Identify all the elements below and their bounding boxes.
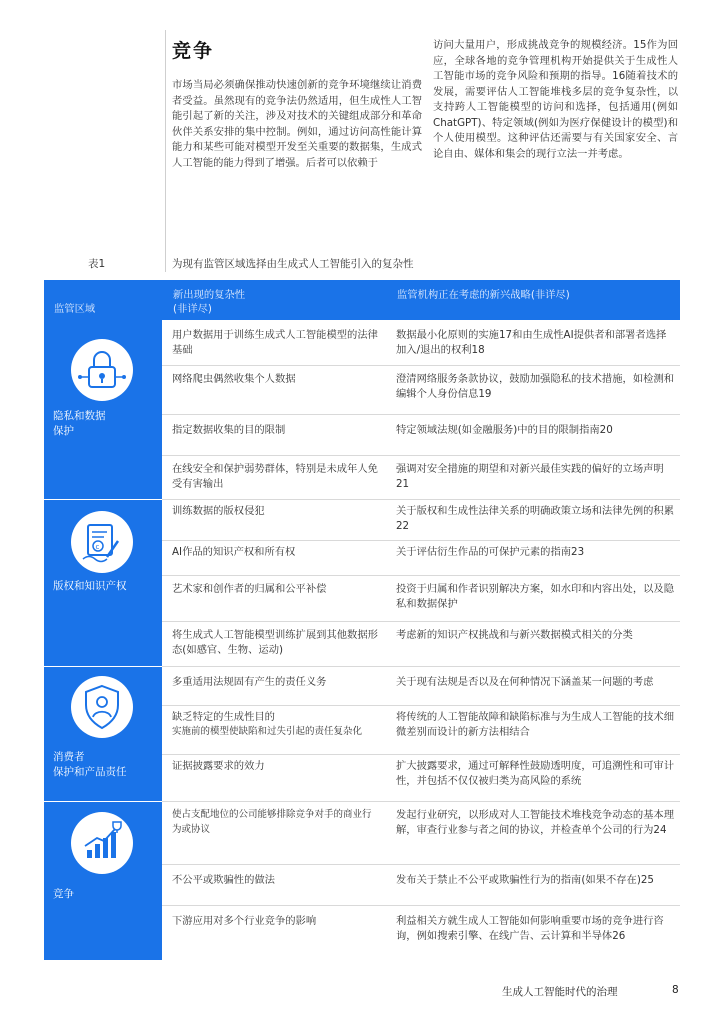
footer-title: 生成人工智能时代的治理 xyxy=(502,986,618,998)
cell-strategy: 将传统的人工智能故障和缺陷标准与为生成人工智能的技术细微差别而设计的新方法相结合 xyxy=(396,711,675,738)
svg-text:c: c xyxy=(95,543,100,551)
competition-chart-icon xyxy=(71,812,133,874)
cell-strategy: 考虑新的知识产权挑战和与新兴数据模式相关的分类 xyxy=(396,629,633,641)
section-body-right: 访问大量用户，形成挑战竞争的规模经济。15作为回应，全球各地的竞争管理机构开始提供关于生成性人工智能市场的竞争风险和预期的指导。16随着技术的发展，需要评估人工智能堆栈多层的竞争复杂性，以支持跨人工智能模型的访问和选择，包括通用(例如ChatGPT)、特定领域(例如为医疗保健设计的模型)和个人使用模型。这种评估还需要与有关国家安全、言论自由、媒体和集会的现行立法一并考虑。 xyxy=(433,39,678,160)
table-row xyxy=(162,456,680,499)
cell-strategy: 澄清网络服务条款协议，鼓励加强隐私的技术措施，如检测和编辑个人身份信息19 xyxy=(396,373,675,400)
table-row xyxy=(162,755,680,801)
table-row xyxy=(162,802,680,864)
group-label-consumer xyxy=(53,750,127,780)
table-row xyxy=(162,366,680,414)
table-row xyxy=(162,320,680,365)
table-row xyxy=(162,865,680,905)
cell-complexity: 证据披露要求的效力 xyxy=(172,760,265,772)
cell-complexity: 艺术家和创作者的归属和公平补偿 xyxy=(172,583,327,595)
section-divider-line xyxy=(165,30,166,272)
group-band-privacy xyxy=(44,320,162,499)
cell-complexity xyxy=(172,710,380,739)
cell-strategy: 发布关于禁止不公平或欺骗性行为的指南(如果不存在)25 xyxy=(396,874,654,886)
cell-strategy: 特定领域法规(如金融服务)中的目的限制指南20 xyxy=(396,424,613,436)
table-label: 表1 xyxy=(88,258,106,270)
group-band-competition xyxy=(44,802,162,960)
page-number: 8 xyxy=(672,984,679,996)
group-label-consumer-line1: 消费者 xyxy=(53,751,85,763)
cell-complexity: 将生成式人工智能模型训练扩展到其他数据形态(如感官、生物、运动) xyxy=(172,629,378,656)
cell-complexity: 用户数据用于训练生成式人工智能模型的法律基础 xyxy=(172,329,378,356)
cell-strategy: 投资于归属和作者识别解决方案，如水印和内容出处，以及隐私和数据保护 xyxy=(396,583,675,610)
cell-complexity: 指定数据收集的目的限制 xyxy=(172,424,286,436)
table-row xyxy=(162,576,680,621)
table-header xyxy=(44,280,680,320)
cell-complexity: 训练数据的版权侵犯 xyxy=(172,505,265,517)
cell-complexity: 不公平或欺骗性的做法 xyxy=(172,874,275,886)
section-heading: 竞争 xyxy=(172,40,215,62)
cell-complexity: 下游应用对多个行业竞争的影响 xyxy=(172,915,317,927)
table-row xyxy=(162,667,680,705)
cell-strategy: 数据最小化原则的实施17和由生成性AI提供者和部署者选择加入/退出的权利18 xyxy=(396,329,667,356)
table-caption: 为现有监管区域选择由生成式人工智能引入的复杂性 xyxy=(172,258,414,270)
group-label-privacy-line2: 保护 xyxy=(53,425,74,437)
group-label-consumer-line2: 保护和产品责任 xyxy=(53,766,127,778)
header-region: 监管区域 xyxy=(54,303,96,315)
cell-complexity: 使占支配地位的公司能够排除竞争对手的商业行为或协议 xyxy=(172,809,372,835)
table-row xyxy=(162,622,680,666)
header-complexity xyxy=(173,288,373,316)
group-label-privacy xyxy=(53,409,106,439)
cell-complexity-line1: 缺乏特定的生成性目的 xyxy=(172,711,275,723)
cell-complexity-line2: 实施前的模型使缺陷和过失引起的责任复杂化 xyxy=(172,725,363,737)
cell-complexity: 网络爬虫偶然收集个人数据 xyxy=(172,373,296,385)
group-band-consumer xyxy=(44,667,162,801)
header-complexity-line1: 新出现的复杂性 xyxy=(173,289,246,301)
table-row xyxy=(162,906,680,960)
group-label-privacy-line1: 隐私和数据 xyxy=(53,410,106,422)
header-strategy: 监管机构正在考虑的新兴战略(非详尽) xyxy=(397,289,570,301)
cell-complexity: 在线安全和保护弱势群体，特别是未成年人免受有害输出 xyxy=(172,463,378,490)
cell-strategy: 强调对安全措施的期望和对新兴最佳实践的偏好的立场声明21 xyxy=(396,463,664,490)
cell-strategy: 关于评估衍生作品的可保护元素的指南23 xyxy=(396,546,585,558)
cell-strategy: 扩大披露要求，通过可解释性鼓励透明度，可追溯性和可审计性，并包括不仅仅被归类为高风险的系统 xyxy=(396,760,675,787)
cell-strategy: 发起行业研究，以形成对人工智能技术堆栈竞争动态的基本理解，审查行业参与者之间的协议，并检查单个公司的行为24 xyxy=(396,809,675,836)
group-band-copyright xyxy=(44,500,162,666)
table-row xyxy=(162,541,680,575)
table-row xyxy=(162,500,680,540)
copyright-document-icon xyxy=(71,511,133,573)
privacy-lock-icon xyxy=(71,339,133,401)
consumer-shield-icon xyxy=(71,676,133,738)
cell-complexity: 多重适用法规固有产生的责任义务 xyxy=(172,676,327,688)
cell-strategy: 关于版权和生成性法律关系的明确政策立场和法律先例的积累22 xyxy=(396,505,675,532)
group-label-competition: 竞争 xyxy=(53,888,74,900)
cell-strategy: 关于现有法规是否以及在何种情况下涵盖某一问题的考虑 xyxy=(396,676,654,688)
cell-complexity: AI作品的知识产权和所有权 xyxy=(172,546,296,558)
table-row xyxy=(162,415,680,455)
section-body-left: 市场当局必须确保推动快速创新的竞争环境继续让消费者受益。虽然现有的竞争法仍然适用，但生成性人工智能引起了新的关注，涉及对技术的关键组成部分和革命伙伴关系安排的集中控制。例如，通过访问高性能计算能力和某些可能对模型开发至关重要的数据集，生成式人工智能的能力得到了增强。后者可以依赖于 xyxy=(172,79,422,169)
cell-strategy: 利益相关方就生成人工智能如何影响重要市场的竞争进行咨询，例如搜索引擎、在线广告、云计算和半导体26 xyxy=(396,915,664,942)
header-complexity-line2: (非详尽) xyxy=(173,303,212,315)
group-label-copyright: 版权和知识产权 xyxy=(53,580,127,592)
table-row xyxy=(162,706,680,754)
